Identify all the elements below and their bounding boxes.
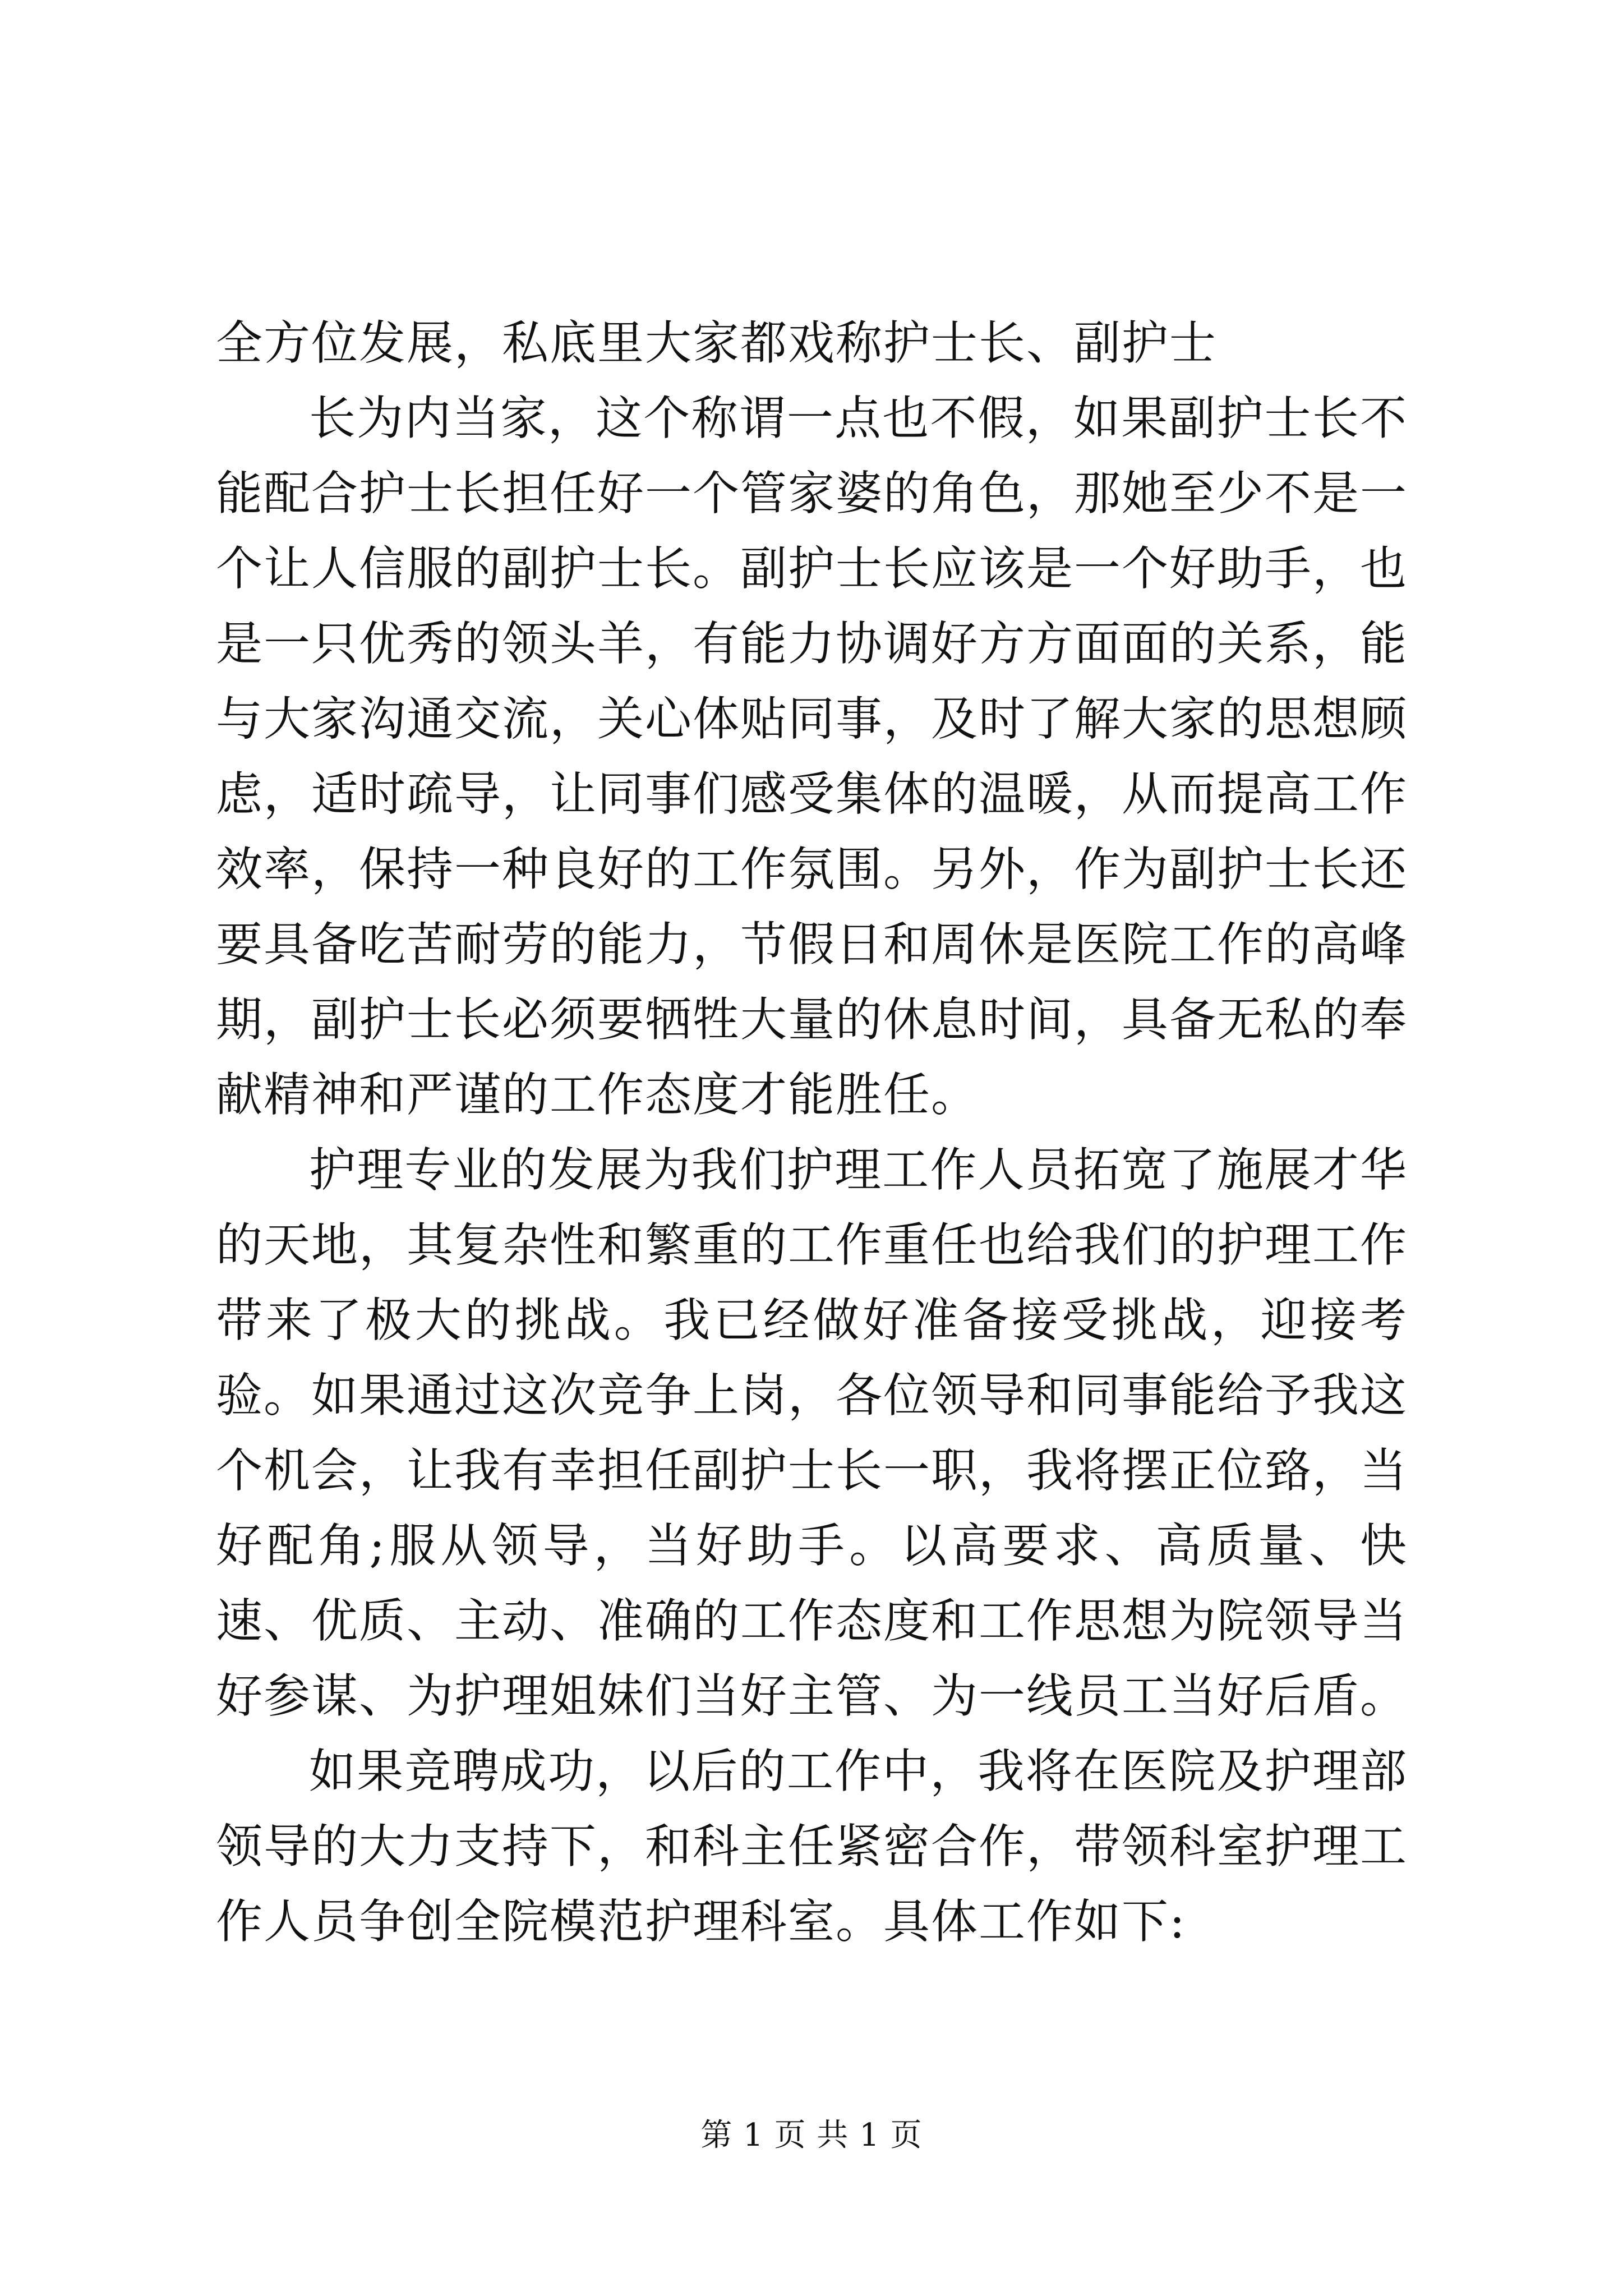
page-footer: 第 1 页 共 1 页 [700, 2117, 923, 2154]
paragraph-4: 如果竞聘成功，以后的工作中，我将在医院及护理部领导的大力支持下，和科主任紧密合作，带领科室护理工作人员争创全院模范护理科室。具体工作如下: [216, 1744, 1408, 1949]
body-text [216, 306, 1408, 1959]
paragraph-2: 长为内当家，这个称谓一点也不假，如果副护士长不能配合护士长担任好一个管家婆的角色，那她至少不是一个让人信服的副护士长。副护士长应该是一个好助手，也是一只优秀的领头羊，有能力协调好方方面面的关系，能与大家沟通交流，关心体贴同事，及时了解大家的思想顾虑，适时疏导，让同事们感受集体的温暖，从而提高工作效率，保持一种良好的工作氛围。另外，作为副护士长还要具备吃苦耐劳的能力，节假日和周休是医院工作的高峰期，副护士长必须要牺牲大量的休息时间，具备无私的奉献精神和严谨的工作态度才能胜任。 [216, 391, 1408, 1122]
paragraph-1: 全方位发展，私底里大家都戏称护士长、副护士 [216, 316, 1217, 370]
paragraph-3: 护理专业的发展为我们护理工作人员拓宽了施展才华的天地，其复杂性和繁重的工作重任也给我们的护理工作带来了极大的挑战。我已经做好准备接受挑战，迎接考验。如果通过这次竞争上岗，各位领导和同事能给予我这个机会，让我有幸担任副护士长一职，我将摆正位臵，当好配角;服从领导，当好助手。以高要求、高质量、快速、优质、主动、准确的工作态度和工作思想为院领导当好参谋、为护理姐妹们当好主管、为一线员工当好后盾。 [216, 1143, 1408, 1723]
